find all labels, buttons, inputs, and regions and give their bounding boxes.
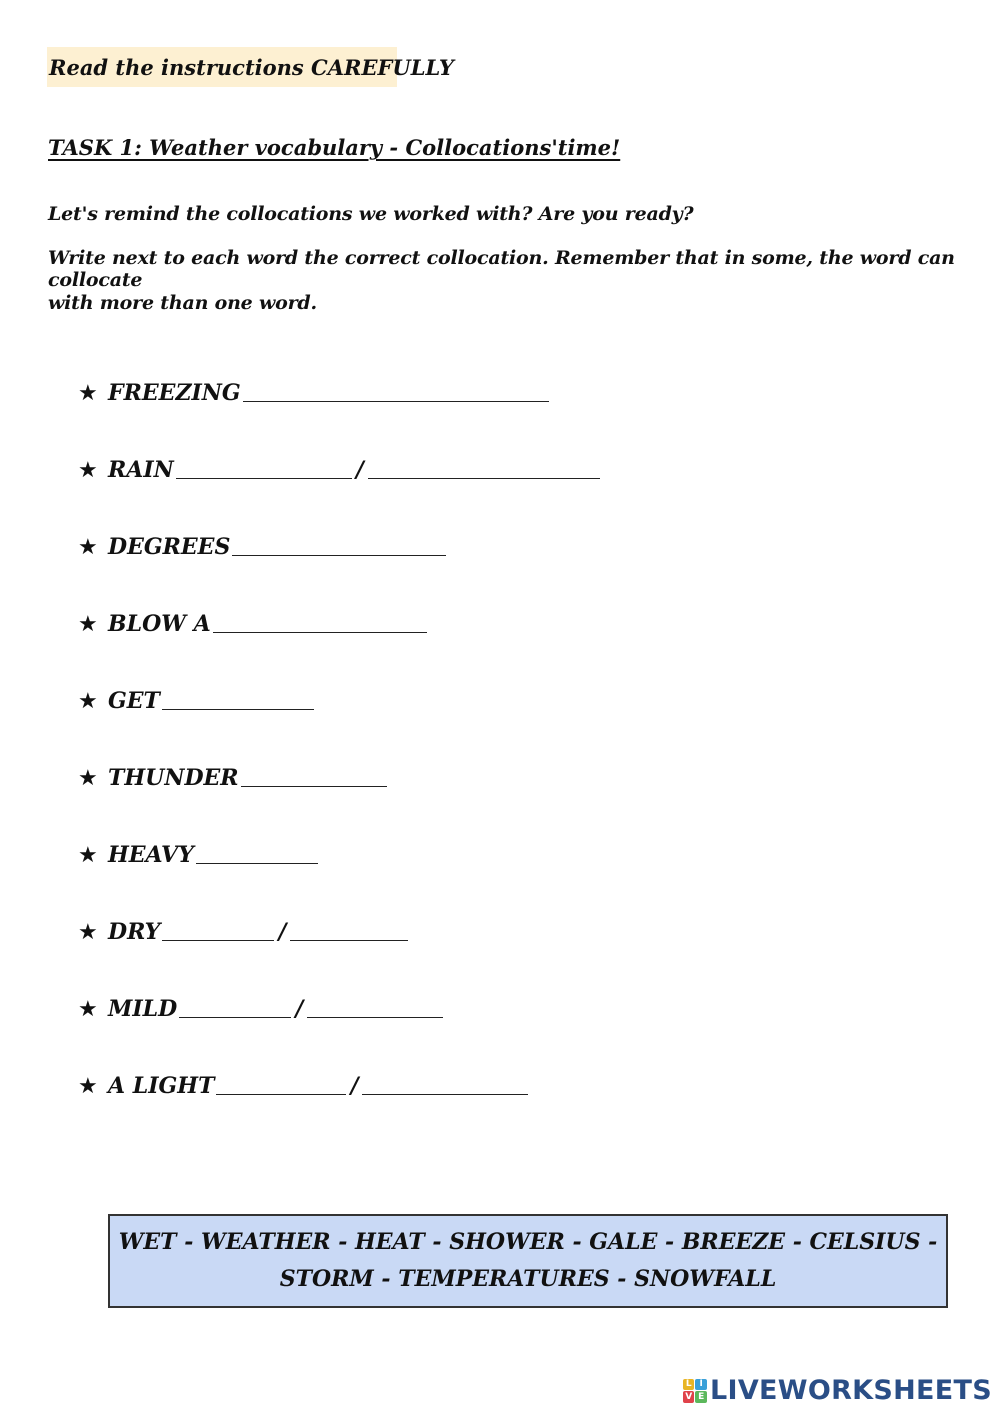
star-icon: ★ — [78, 997, 98, 1022]
answer-blank[interactable] — [176, 454, 352, 479]
item-word: A LIGHT — [108, 1073, 215, 1099]
logo-letter: E — [695, 1391, 707, 1403]
answer-blank[interactable] — [162, 916, 274, 941]
list-item-a-light — [78, 1065, 528, 1099]
answer-blank[interactable] — [232, 531, 446, 556]
intro-line-3: with more than one word. — [48, 292, 317, 314]
item-word: MILD — [108, 996, 178, 1022]
answer-blank[interactable] — [179, 993, 291, 1018]
logo-letter: I — [695, 1379, 707, 1391]
list-item-get — [78, 680, 314, 714]
star-icon: ★ — [78, 458, 98, 483]
star-icon: ★ — [78, 920, 98, 945]
list-item-blow-a — [78, 603, 427, 637]
liveworksheets-brand: LIVEWORKSHEETS — [709, 1375, 992, 1406]
word-bank-line-2: STORM - TEMPERATURES - SNOWFALL — [279, 1266, 777, 1292]
item-word: BLOW A — [108, 611, 211, 637]
answer-blank[interactable] — [290, 916, 408, 941]
list-item-heavy — [78, 834, 318, 868]
list-item-degrees — [78, 526, 446, 560]
list-item-rain — [78, 449, 600, 483]
answer-blank[interactable] — [307, 993, 443, 1018]
star-icon: ★ — [78, 843, 98, 868]
slash-separator: / — [278, 919, 287, 945]
answer-blank[interactable] — [213, 608, 427, 633]
logo-letter: L — [683, 1379, 695, 1391]
word-bank-line-1: WET - WEATHER - HEAT - SHOWER - GALE - BREEZE - CELSIUS - — [118, 1229, 938, 1255]
logo-letter: V — [683, 1391, 695, 1403]
answer-blank[interactable] — [196, 839, 318, 864]
word-bank-box — [108, 1214, 948, 1308]
item-word: DRY — [108, 919, 161, 945]
list-item-freezing — [78, 372, 549, 406]
slash-separator: / — [350, 1073, 359, 1099]
liveworksheets-logo-icon — [683, 1379, 707, 1403]
star-icon: ★ — [78, 689, 98, 714]
item-word: DEGREES — [108, 534, 231, 560]
item-word: FREEZING — [108, 380, 241, 406]
answer-blank[interactable] — [162, 685, 314, 710]
list-item-mild — [78, 988, 443, 1022]
answer-blank[interactable] — [241, 762, 387, 787]
answer-blank[interactable] — [243, 377, 549, 402]
item-word: THUNDER — [108, 765, 239, 791]
answer-blank[interactable] — [368, 454, 600, 479]
instructions-text: Read the instructions CAREFULLY — [49, 55, 454, 80]
item-word: GET — [108, 688, 160, 714]
slash-separator: / — [355, 457, 364, 483]
liveworksheets-footer — [683, 1375, 992, 1406]
intro-line-1: Let's remind the collocations we worked with? Are you ready? — [48, 203, 694, 225]
star-icon: ★ — [78, 535, 98, 560]
star-icon: ★ — [78, 381, 98, 406]
intro-line-2: Write next to each word the correct collocation. Remember that in some, the word can collocate — [48, 247, 955, 291]
star-icon: ★ — [78, 1074, 98, 1099]
task-title: TASK 1: Weather vocabulary - Collocations'time! — [48, 135, 621, 160]
answer-blank[interactable] — [216, 1070, 346, 1095]
answer-blank[interactable] — [362, 1070, 528, 1095]
item-word: RAIN — [108, 457, 174, 483]
list-item-thunder — [78, 757, 387, 791]
list-item-dry — [78, 911, 408, 945]
star-icon: ★ — [78, 612, 98, 637]
item-word: HEAVY — [108, 842, 194, 868]
star-icon: ★ — [78, 766, 98, 791]
slash-separator: / — [295, 996, 304, 1022]
